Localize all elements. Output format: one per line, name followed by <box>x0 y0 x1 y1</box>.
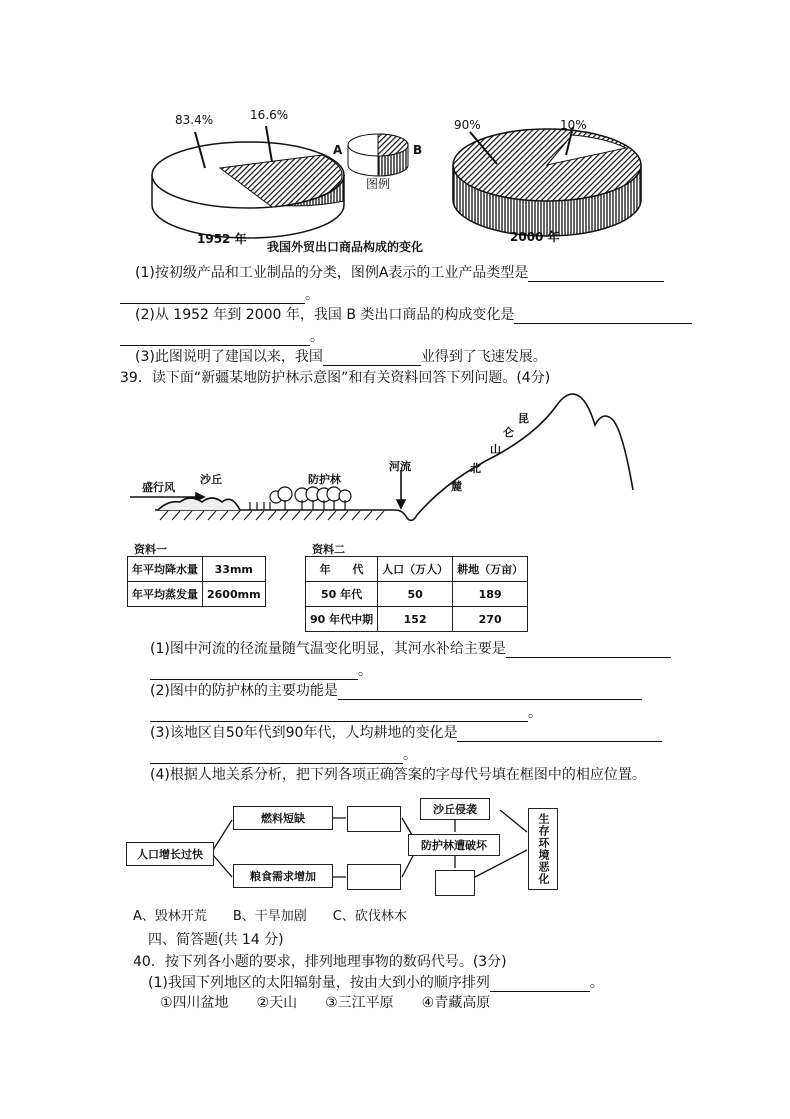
flow-answer-box[interactable] <box>347 806 401 832</box>
answer-blank[interactable] <box>120 331 310 346</box>
answer-blank[interactable] <box>506 643 671 658</box>
q38-2-cont: 。 <box>120 328 324 346</box>
answer-blank[interactable] <box>150 665 358 680</box>
answer-blank[interactable] <box>457 727 662 742</box>
label-lu: 麓 <box>451 480 462 493</box>
legend-a: A <box>333 143 343 157</box>
answer-blank[interactable] <box>338 685 642 700</box>
answer-blank[interactable] <box>528 267 664 282</box>
answer-blank[interactable] <box>150 749 403 764</box>
label-bei: 北 <box>470 462 481 475</box>
flow-food: 粮食需求增加 <box>233 864 333 888</box>
table-header: 年 代 人口（万人） 耕地（万亩） <box>306 557 528 582</box>
legend-title: 图例 <box>366 177 391 191</box>
year-2000: 2000 年 <box>510 230 560 244</box>
section-4-title: 四、简答题(共 14 分) <box>148 932 284 948</box>
q39-3: (3)该地区自50年代到90年代，人均耕地的变化是 <box>150 724 662 742</box>
flow-result: 生存环境恶化 <box>528 808 558 890</box>
q39-4: (4)根据人地关系分析，把下列各项正确答案的字母代号填在框图中的相应位置。 <box>150 767 646 783</box>
chart-title: 我国外贸出口商品构成的变化 <box>267 240 424 254</box>
q39-title: 39．读下面“新疆某地防护林示意图”和有关资料回答下列问题。(4分) <box>120 370 551 386</box>
q40-title: 40．按下列各小题的要求，排列地理事物的数码代号。(3分) <box>133 954 507 970</box>
flow-dune: 沙丘侵袭 <box>420 798 490 820</box>
label-lun: 仑 <box>503 426 514 439</box>
year-1952: 1952 年 <box>197 232 247 246</box>
flow-start: 人口增长过快 <box>126 842 214 866</box>
label-83-4: 83.4% <box>175 113 214 127</box>
q39-1-cont: 。 <box>150 662 372 680</box>
answer-blank[interactable] <box>120 289 305 304</box>
trees <box>250 487 351 510</box>
label-kun: 昆 <box>518 412 529 425</box>
material-1-table <box>127 556 266 607</box>
answer-blank[interactable] <box>514 309 692 324</box>
legend-b: B <box>413 143 423 157</box>
material-2-title: 资料二 <box>312 543 345 556</box>
q40-1: (1)我国下列地区的太阳辐射量，按由大到小的顺序排列 。 <box>148 975 604 991</box>
table-row: 年平均降水量 33mm <box>128 557 266 582</box>
answer-blank[interactable] <box>490 977 590 992</box>
options: A、毁林开荒 B、干旱加剧 C、砍伐林木 <box>133 909 407 924</box>
label-shan: 山 <box>490 443 501 456</box>
q40-items: ①四川盆地 ②天山 ③三江平原 ④青藏高原 <box>160 995 491 1011</box>
table-row: 50 年代 50 189 <box>306 582 528 607</box>
label-90: 90% <box>454 118 481 132</box>
flow-fuel: 燃料短缺 <box>233 806 333 830</box>
answer-blank[interactable] <box>150 707 528 722</box>
flow-answer-box[interactable] <box>435 870 475 896</box>
table-row: 90 年代中期 152 270 <box>306 607 528 632</box>
answer-blank[interactable] <box>323 351 421 366</box>
label-16-6: 16.6% <box>250 108 289 122</box>
q38-1-cont: 。 <box>120 286 319 304</box>
flow-answer-box[interactable] <box>347 864 401 890</box>
pie-2000 <box>453 127 641 236</box>
flow-forest: 防护林遭破坏 <box>408 834 500 856</box>
label-dune: 沙丘 <box>200 473 222 486</box>
ground-hatch <box>160 511 384 520</box>
q39-2-cont: 。 <box>150 704 542 722</box>
pie-1952 <box>152 126 344 238</box>
label-10: 10% <box>560 118 587 132</box>
shelterbelt-diagram <box>130 394 633 520</box>
q38-3: (3)此图说明了建国以来，我国 业得到了飞速发展。 <box>135 349 547 365</box>
material-1-title: 资料一 <box>134 543 167 556</box>
q39-1: (1)图中河流的径流量随气温变化明显，其河水补给主要是 <box>150 640 671 658</box>
q39-3-cont: 。 <box>150 746 417 764</box>
q38-2: (2)从 1952 年到 2000 年，我国 B 类出口商品的构成变化是 <box>135 306 692 324</box>
table-row: 年平均蒸发量 2600mm <box>128 582 266 607</box>
q38-1: (1)按初级产品和工业制品的分类，图例A表示的工业产品类型是 <box>135 264 664 282</box>
q39-2: (2)图中的防护林的主要功能是 <box>150 682 642 700</box>
pie-legend <box>348 134 408 176</box>
label-wind: 盛行风 <box>142 481 175 494</box>
material-2-table <box>305 556 528 632</box>
label-forest: 防护林 <box>308 473 341 486</box>
label-river: 河流 <box>389 460 411 473</box>
